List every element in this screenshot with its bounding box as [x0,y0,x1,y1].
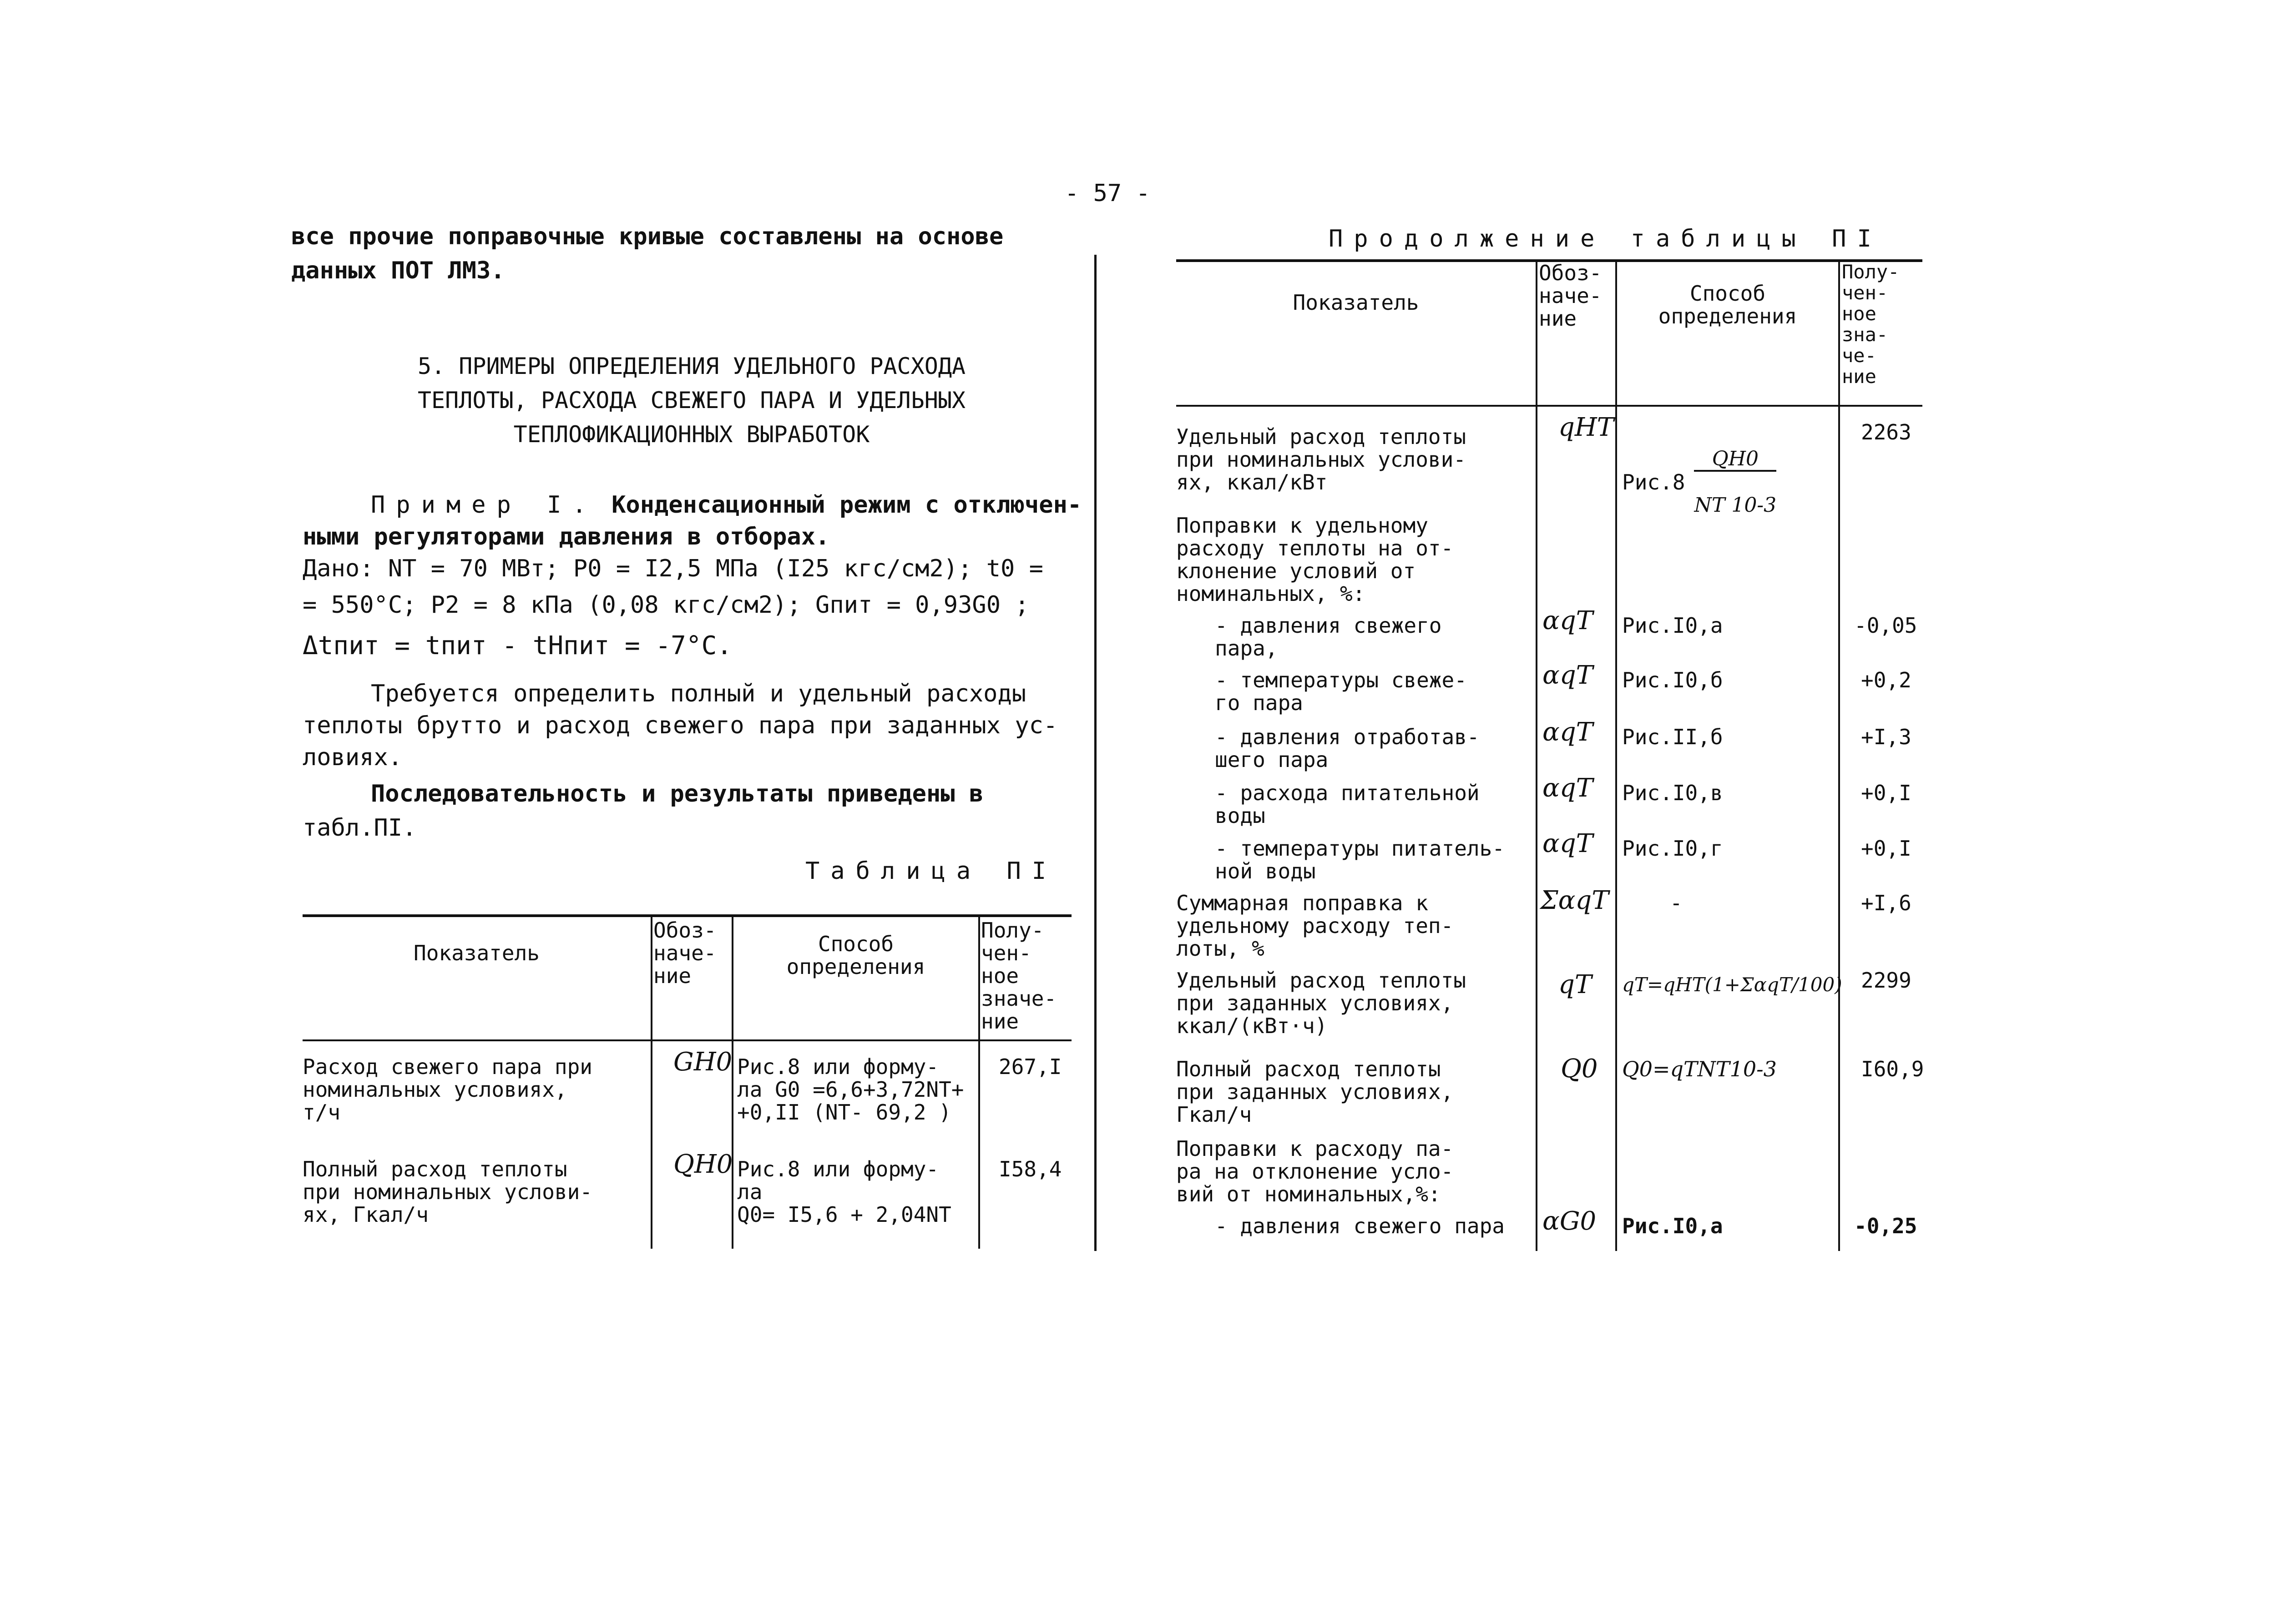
right-row6-value: +0,I [1861,836,1911,861]
right-row7-designation: ΣαqТ [1540,886,1609,915]
right-row0-indicator: Удельный расход теплоты при номинальных услови- ях, ккал/кВт [1176,424,1466,494]
left-row1-method: Рис.8 или форму- ла G0 =6,6+3,72NТ+ +0,II (NТ- 69,2 ) [737,1054,964,1125]
left-header-indicator: Показатель [414,941,540,965]
right-row3-indicator: - температуры свеже- го пара [1215,668,1467,715]
right-row8-indicator: Удельный расход теплоты при заданных условиях, ккал/(кВт·ч) [1176,968,1466,1038]
intro-line-1: все прочие поправочные кривые составлены на основе [291,223,1004,250]
left-row1-designation: GН0 [673,1047,733,1077]
right-row2-indicator: - давления свежего пара, [1215,613,1442,661]
right-row3-method: Рис.I0,б [1622,668,1723,692]
right-row4-designation: αqТ [1542,717,1593,747]
right-row8-method: qТ=qНТ(1+ΣαqТ/100) [1622,973,1842,996]
sequence-line-1 [371,778,983,810]
right-row0-method-prefix: Рис.8 [1622,470,1685,494]
section-heading-2: ТЕПЛОТЫ, РАСХОДА СВЕЖЕГО ПАРА И УДЕЛЬНЫХ [417,387,966,414]
right-header-indicator: Показатель [1293,290,1419,315]
table-caption-right: Продолжение таблицы ПI [1329,225,1882,252]
right-row6-indicator: - температуры питатель- ной воды [1215,836,1505,883]
right-row5-designation: αqТ [1542,773,1593,803]
given-line-3: Δtпит = tпит - tНпит = -7°С. [303,631,733,661]
right-row4-method: Рис.II,б [1622,725,1723,749]
left-row2-value: I58,4 [999,1157,1062,1181]
right-row7-indicator: Суммарная поправка к удельному расходу теп- лоты, % [1176,891,1454,961]
sequence-text: Последовательность и результаты приведены в [371,780,984,807]
right-row5-method: Рис.I0,в [1622,781,1723,805]
right-row7-value: +I,6 [1861,891,1911,915]
right-row9-value: I60,9 [1861,1057,1924,1081]
example-line-1 [371,489,1082,521]
right-row6-method: Рис.I0,г [1622,836,1723,861]
left-row2-designation: QН0 [673,1150,733,1179]
right-row11-designation: αG0 [1542,1206,1597,1236]
right-row10-indicator: Поправки к расходу па- ра на отклонение усло- вий от номинальных,%: [1176,1136,1454,1206]
right-row3-value: +0,2 [1861,668,1911,692]
right-row1-indicator: Поправки к удельному расходу теплоты на от- клонение условий от номинальных, %: [1176,513,1454,606]
section-heading-1: 5. ПРИМЕРЫ ОПРЕДЕЛЕНИЯ УДЕЛЬНОГО РАСХОДА [417,353,966,379]
right-header-method: Способ определения [1658,281,1797,328]
task-line-2: теплоты брутто и расход свежего пара при заданных ус- [303,712,1058,739]
given-line-2: = 550°С; P2 = 8 кПа (0,08 кгс/см2); Gпит = 0,93G0 ; [303,591,1029,619]
column-divider [1094,255,1097,1251]
section-heading-3: ТЕПЛОФИКАЦИОННЫХ ВЫРАБОТОК [513,421,870,448]
right-row0-fraction [1694,425,1776,539]
left-row1-value: 267,I [999,1054,1062,1079]
right-row0-value: 2263 [1861,420,1911,444]
example-line-2: ными регуляторами давления в отборах. [303,523,830,550]
right-row4-indicator: - давления отработав- шего пара [1215,725,1480,772]
sequence-line-2: табл.ПI. [303,814,417,842]
right-row5-indicator: - расхода питательной воды [1215,781,1480,828]
example-label: Пример I. [371,491,597,519]
right-row6-designation: αqТ [1542,829,1593,858]
right-row4-value: +I,3 [1861,725,1911,749]
right-row5-value: +0,I [1861,781,1911,805]
right-row0-designation: qНТ [1558,413,1614,442]
right-row2-designation: αqТ [1542,606,1593,635]
right-row11-indicator: - давления свежего пара [1215,1214,1505,1238]
right-row8-value: 2299 [1861,968,1911,993]
task-line-1: Требуется определить полный и удельный расходы [371,680,1026,707]
given-line-1: Дано: NТ = 70 МВт; P0 = I2,5 МПа (I25 кгс/см2); t0 = [303,555,1043,582]
right-header-value: Полу- чен- ное зна- че- ние [1842,261,1900,388]
right-row7-method: - [1670,891,1683,915]
right-row11-value: -0,25 [1854,1214,1917,1238]
right-row0-method [1622,425,1776,539]
right-row9-method: Q0=qТNТ10-3 [1622,1057,1777,1081]
intro-line-2: данных ПОТ ЛМЗ. [291,257,505,284]
right-row0-method-num: QН0 [1694,448,1776,472]
right-row9-designation: Q0 [1561,1054,1598,1084]
right-row2-value: -0,05 [1854,613,1917,638]
right-row0-method-den: NТ 10-3 [1694,494,1777,517]
left-row1-indicator: Расход свежего пара при номинальных условиях, т/ч [303,1054,592,1125]
task-line-3: ловиях. [303,744,403,771]
right-row3-designation: αqТ [1542,661,1593,690]
right-row8-designation: qТ [1558,970,1592,999]
right-row2-method: Рис.I0,а [1622,613,1723,638]
page-number: - 57 - [1065,180,1150,207]
left-header-method: Способ определения [786,932,925,979]
right-header-designation: Обоз- наче- ние [1539,261,1602,331]
left-header-value: Полу- чен- ное значе- ние [981,918,1057,1034]
right-row11-method: Рис.I0,а [1622,1214,1723,1238]
right-row9-indicator: Полный расход теплоты при заданных условиях, Гкал/ч [1176,1057,1454,1127]
left-row2-indicator: Полный расход теплоты при номинальных услови- ях, Гкал/ч [303,1157,592,1227]
left-header-designation: Обоз- наче- ние [653,918,717,988]
left-row2-method: Рис.8 или форму- ла Q0= I5,6 + 2,04NТ [737,1157,951,1227]
example-title: Конденсационный режим с отключен- [612,491,1082,519]
table-caption-left: Таблица ПI [805,857,1057,885]
